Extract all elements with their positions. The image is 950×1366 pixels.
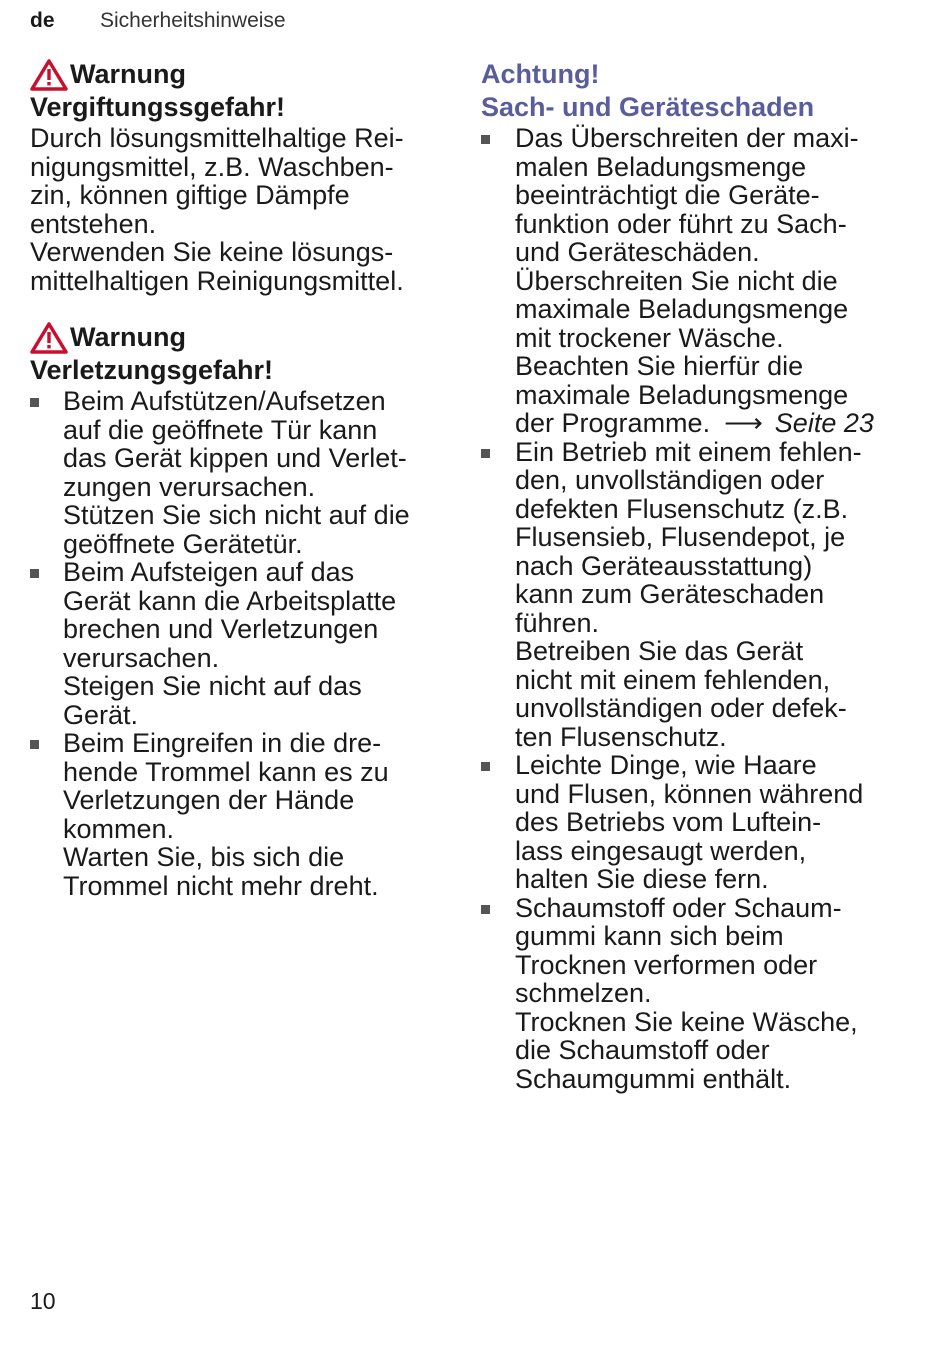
list-item — [30, 729, 450, 900]
text-line: ten Flusenschutz. — [515, 721, 727, 752]
text-line: Beim Aufsteigen auf das — [63, 557, 355, 587]
text-line: brechen und Verletzungen — [63, 614, 379, 644]
left-column — [30, 58, 450, 900]
text-line: Durch lösungsmittelhaltige Rei- — [30, 123, 404, 153]
text-line: die Schaumstoff oder — [515, 1035, 770, 1065]
text-line: Überschreiten Sie nicht die — [515, 265, 838, 296]
text-line: Verletzungen der Hände — [63, 785, 355, 815]
caution-subtitle: Sach- und Geräteschaden — [481, 92, 815, 122]
text-line: führen. — [515, 607, 600, 638]
right-column — [481, 58, 911, 1093]
list-item — [481, 438, 911, 752]
bullet-icon — [481, 135, 490, 144]
page-reference-link[interactable]: Seite 23 — [774, 408, 874, 438]
text-line: kann zum Geräteschaden — [515, 579, 825, 609]
text-line: zin, können giftige Dämpfe — [30, 180, 350, 210]
text-line: des Betriebs vom Luftein- — [515, 807, 822, 837]
text-line: Steigen Sie nicht auf das — [63, 671, 362, 701]
text-line: auf die geöffnete Tür kann — [63, 414, 378, 445]
text-line: das Gerät kippen und Verlet- — [63, 443, 407, 473]
warning-triangle-icon — [30, 322, 68, 354]
text-line: Trocknen verformen oder — [515, 949, 818, 980]
text-line: malen Beladungsmenge — [515, 151, 807, 182]
page-number: 10 — [30, 1288, 56, 1314]
bullet-icon — [481, 762, 490, 771]
section-title: Sicherheitshinweise — [100, 9, 286, 32]
damage-list — [481, 124, 911, 1093]
text-line: Das Überschreiten der maxi- — [515, 123, 859, 153]
warning-subtitle: Vergiftungssgefahr! — [30, 92, 286, 122]
warning-text — [30, 124, 450, 295]
text-line: schmelzen. — [515, 978, 652, 1008]
list-item — [481, 894, 911, 1094]
text-line: Schaumgummi enthält. — [515, 1063, 792, 1094]
text-line: und Flusen, können während — [515, 778, 864, 809]
text-line: gummi kann sich beim — [515, 921, 784, 951]
text-line: Leichte Dinge, wie Haare — [515, 750, 817, 780]
text-line: maximale Beladungsmenge — [515, 379, 849, 410]
language-code: de — [30, 9, 55, 32]
text-line: Ein Betrieb mit einem fehlen- — [515, 436, 862, 467]
bullet-icon — [30, 740, 39, 749]
list-item — [481, 124, 911, 438]
list-item — [30, 387, 450, 558]
text-line: kommen. — [63, 813, 175, 844]
warning-label: Warnung — [70, 59, 186, 89]
warning-label: Warnung — [70, 322, 186, 352]
text-line: Trommel nicht mehr dreht. — [63, 870, 379, 901]
bullet-icon — [30, 569, 39, 578]
text-line: zungen verursachen. — [63, 471, 316, 502]
text-line: funktion oder führt zu Sach- — [515, 208, 847, 239]
warning-subtitle: Verletzungsgefahr! — [30, 355, 274, 385]
list-item — [481, 751, 911, 894]
arrow-icon: ⟶ — [724, 408, 763, 438]
text-line: nach Geräteausstattung) — [515, 550, 813, 581]
bullet-icon — [30, 398, 39, 407]
warning-heading-injury — [30, 321, 450, 354]
text-line: und Geräteschäden. — [515, 237, 760, 267]
text-line: hende Trommel kann es zu — [63, 756, 389, 787]
bullet-icon — [481, 449, 490, 458]
text-line: Flusensieb, Flusendepot, je — [515, 522, 846, 552]
warning-heading-poisoning — [30, 58, 450, 91]
text-line: Trocknen Sie keine Wäsche, — [515, 1006, 858, 1037]
text-line: Beim Aufstützen/Aufsetzen — [63, 386, 386, 416]
text-line: Beachten Sie hierfür die — [515, 351, 804, 381]
text-line: Gerät kann die Arbeitsplatte — [63, 585, 397, 616]
injury-list — [30, 387, 450, 900]
text-line: Beim Eingreifen in die dre- — [63, 728, 382, 758]
text-line: halten Sie diese fern. — [515, 864, 769, 894]
text-line: Schaumstoff oder Schaum- — [515, 892, 842, 923]
text-line: beeinträchtigt die Geräte- — [515, 180, 820, 210]
text-line: mit trockener Wäsche. — [515, 322, 784, 353]
text-line: verursachen. — [63, 642, 220, 673]
text-line: Stützen Sie sich nicht auf die — [63, 500, 410, 530]
text-line: unvollständigen oder defek- — [515, 693, 847, 723]
list-line: der Programme. — [515, 408, 711, 438]
text-line: Warten Sie, bis sich die — [63, 842, 345, 872]
text-line: nicht mit einem fehlenden, — [515, 664, 831, 695]
text-line: nigungsmittel, z.B. Waschben- — [30, 151, 394, 182]
text-line: Verwenden Sie keine lösungs- — [30, 237, 394, 267]
text-line: maximale Beladungsmenge — [515, 294, 849, 324]
text-line: lass eingesaugt werden, — [515, 835, 807, 866]
caution-title: Achtung! — [481, 59, 600, 89]
text-line: mittelhaltigen Reinigungsmittel. — [30, 265, 404, 296]
warning-triangle-icon — [30, 59, 68, 91]
list-item — [30, 558, 450, 729]
bullet-icon — [481, 905, 490, 914]
text-line: den, unvollständigen oder — [515, 465, 825, 495]
text-line: entstehen. — [30, 208, 157, 239]
text-line: Betreiben Sie das Gerät — [515, 636, 804, 666]
text-line: Gerät. — [63, 699, 139, 730]
text-line: defekten Flusenschutz (z.B. — [515, 493, 849, 524]
text-line: geöffnete Gerätetür. — [63, 528, 303, 559]
